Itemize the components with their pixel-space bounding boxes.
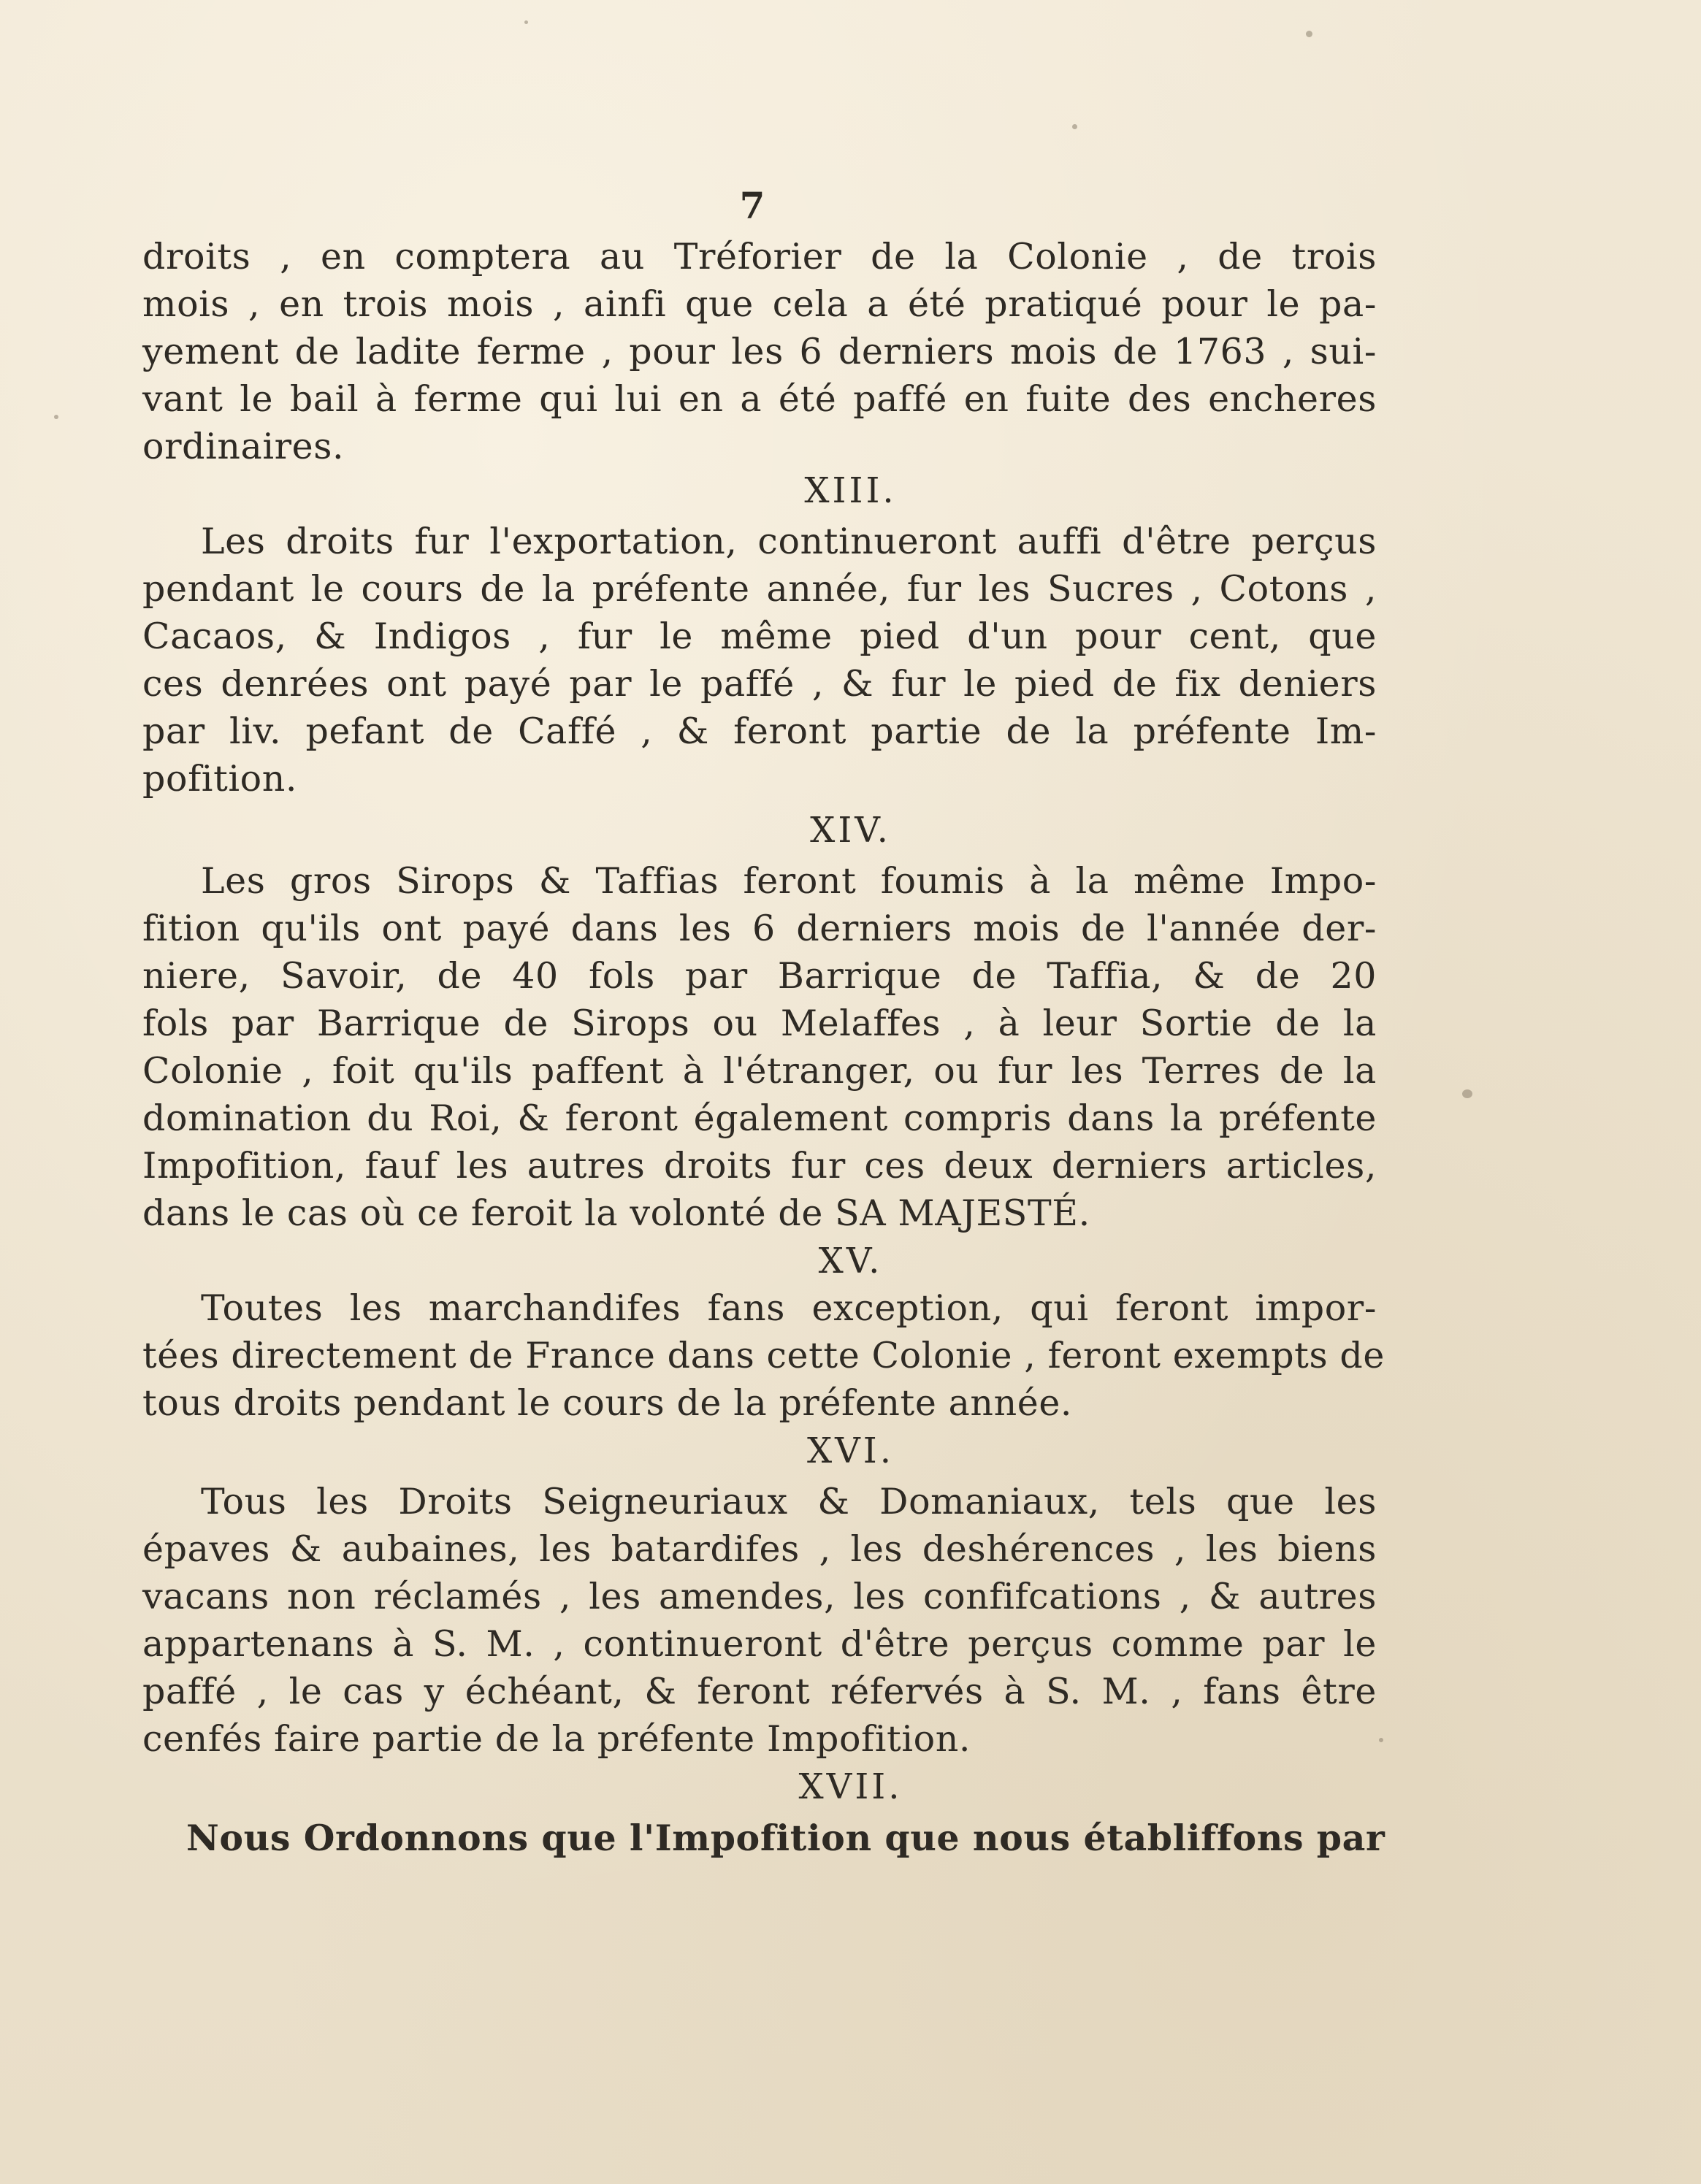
text-line: épaves & aubaines, les batardifes , les deshérences , les biens bbox=[142, 1528, 1377, 1570]
text-line: ces denrées ont payé par le paffé , & fur le pied de fix deniers bbox=[142, 663, 1377, 705]
paper-speck bbox=[1379, 1738, 1383, 1742]
text-line: appartenans à S. M. , continueront d'être perçus comme par le bbox=[142, 1623, 1377, 1665]
text-line: tées directement de France dans cette Colonie , feront exempts de bbox=[142, 1335, 1385, 1376]
text-line: cenfés faire partie de la préfente Impofition. bbox=[142, 1718, 971, 1760]
text-line: niere, Savoir, de 40 fols par Barrique de Taffia, & de 20 bbox=[142, 955, 1377, 997]
text-line: vant le bail à ferme qui lui en a été paffé en fuite des encheres bbox=[142, 378, 1377, 420]
article-heading: XV. bbox=[818, 1241, 883, 1281]
text-line: pendant le cours de la préfente année, fur les Sucres , Cotons , bbox=[142, 568, 1377, 610]
text-line: domination du Roi, & feront également compris dans la préfente bbox=[142, 1097, 1377, 1139]
text-line: Les droits fur l'exportation, continueront auffi d'être perçus bbox=[201, 521, 1377, 562]
article-heading: XIII. bbox=[804, 470, 897, 511]
article-heading: XVII. bbox=[798, 1766, 903, 1807]
text-line: yement de ladite ferme , pour les 6 derniers mois de 1763 , sui- bbox=[142, 331, 1377, 372]
paper-speck bbox=[524, 20, 528, 24]
text-line: fition qu'ils ont payé dans les 6 derniers mois de l'année der- bbox=[142, 908, 1377, 949]
text-line: Toutes les marchandifes fans exception, qui feront impor- bbox=[201, 1287, 1377, 1329]
text-line: Nous Ordonnons que l'Impofition que nous établiffons par bbox=[186, 1817, 1385, 1859]
article-heading: XVI. bbox=[806, 1430, 895, 1471]
paper-speck bbox=[54, 415, 58, 419]
text-line: Impofition, fauf les autres droits fur ces deux derniers articles, bbox=[142, 1145, 1377, 1187]
text-line: vacans non réclamés , les amendes, les confifcations , & autres bbox=[142, 1576, 1377, 1617]
text-line: droits , en comptera au Tréforier de la Colonie , de trois bbox=[142, 236, 1377, 277]
text-line: Colonie , foit qu'ils paffent à l'étranger, ou fur les Terres de la bbox=[142, 1050, 1377, 1092]
page-number: 7 bbox=[739, 184, 765, 227]
text-line: fols par Barrique de Sirops ou Melaffes , à leur Sortie de la bbox=[142, 1003, 1377, 1044]
text-line: ordinaires. bbox=[142, 426, 345, 467]
text-line: Les gros Sirops & Taffias feront foumis à la même Impo- bbox=[201, 860, 1377, 902]
text-line: Cacaos, & Indigos , fur le même pied d'un pour cent, que bbox=[142, 616, 1377, 657]
article-heading: XIV. bbox=[810, 810, 891, 851]
text-line: mois , en trois mois , ainfi que cela a été pratiqué pour le pa- bbox=[142, 283, 1377, 325]
text-line: pofition. bbox=[142, 758, 298, 800]
paper-speck bbox=[1306, 31, 1312, 37]
paper-speck bbox=[1072, 124, 1077, 129]
text-line: Tous les Droits Seigneuriaux & Domaniaux, tels que les bbox=[201, 1481, 1377, 1522]
text-line: tous droits pendant le cours de la préfente année. bbox=[142, 1382, 1073, 1424]
paper-speck bbox=[1462, 1089, 1472, 1098]
text-line: par liv. pefant de Caffé , & feront partie de la préfente Im- bbox=[142, 710, 1377, 752]
text-line: dans le cas où ce feroit la volonté de SA MAJESTÉ. bbox=[142, 1192, 1090, 1234]
text-line: paffé , le cas y échéant, & feront réfervés à S. M. , fans être bbox=[142, 1671, 1377, 1712]
